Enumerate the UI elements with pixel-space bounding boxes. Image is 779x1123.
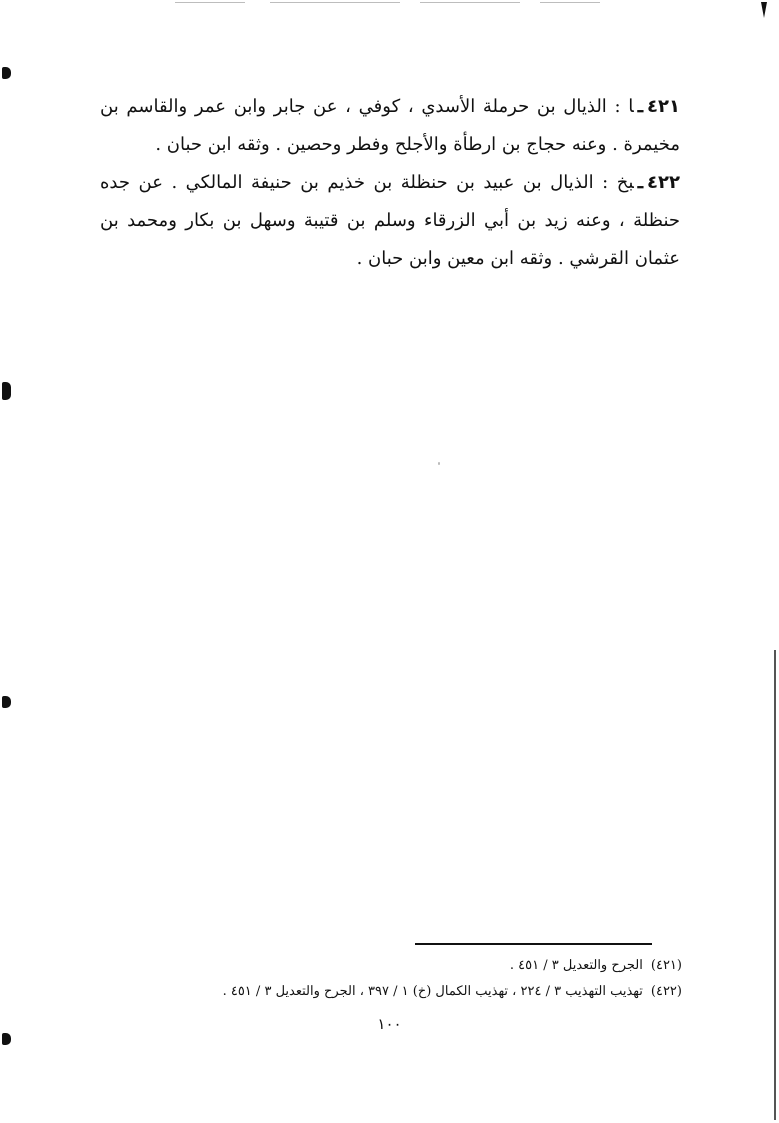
scan-page-edge — [774, 650, 776, 1120]
footnote-421 — [100, 953, 682, 979]
binding-hole-mark — [2, 696, 11, 708]
entry-dash: ـ — [637, 96, 644, 117]
binding-hole-mark — [2, 382, 11, 400]
scan-top-rule — [540, 2, 600, 3]
scan-speck — [438, 462, 440, 465]
scan-top-rule — [420, 2, 520, 3]
footnote-text: الجرح والتعديل ٣ / ٤٥١ . — [509, 958, 643, 973]
entry-number: ٤٢٢ — [647, 172, 680, 193]
binding-hole-mark — [2, 67, 11, 79]
footnotes-block — [100, 953, 682, 1005]
entry-421 — [100, 88, 680, 164]
footnote-ref: (٤٢١) — [650, 958, 682, 973]
entry-422 — [100, 164, 680, 278]
page-number: ١٠٠ — [377, 1015, 402, 1033]
entry-dash: ـ — [637, 172, 644, 193]
footnote-422 — [100, 979, 682, 1005]
scan-top-rule — [175, 2, 245, 3]
scan-corner-mark — [761, 2, 767, 18]
entry-text: بخ : الذيال بن عبيد بن حنظلة بن خذيم بن حنيفة المالكي . عن جده حنظلة ، وعنه زيد بن أبي الزرقاء وسلم بن قتيبة وسهل بن بكار ومحمد بن عثمان القرشي . وثقه ابن معين وابن حبان . — [100, 172, 680, 269]
binding-hole-mark — [2, 1033, 11, 1045]
footnote-text: تهذيب التهذيب ٣ / ٢٢٤ ، تهذيب الكمال (خ) ١ / ٣٩٧ ، الجرح والتعديل ٣ / ٤٥١ . — [222, 984, 643, 999]
footnote-separator — [415, 943, 652, 945]
entry-number: ٤٢١ — [647, 96, 680, 117]
entry-text: ا : الذيال بن حرملة الأسدي ، كوفي ، عن جابر وابن عمر والقاسم بن مخيمرة . وعنه حجاج بن ارطأة والأجلح وفطر وحصين . وثقه ابن حبان . — [100, 96, 680, 155]
footnote-ref: (٤٢٢) — [650, 984, 682, 999]
entries-block — [100, 88, 680, 278]
scan-top-rule — [270, 2, 400, 3]
